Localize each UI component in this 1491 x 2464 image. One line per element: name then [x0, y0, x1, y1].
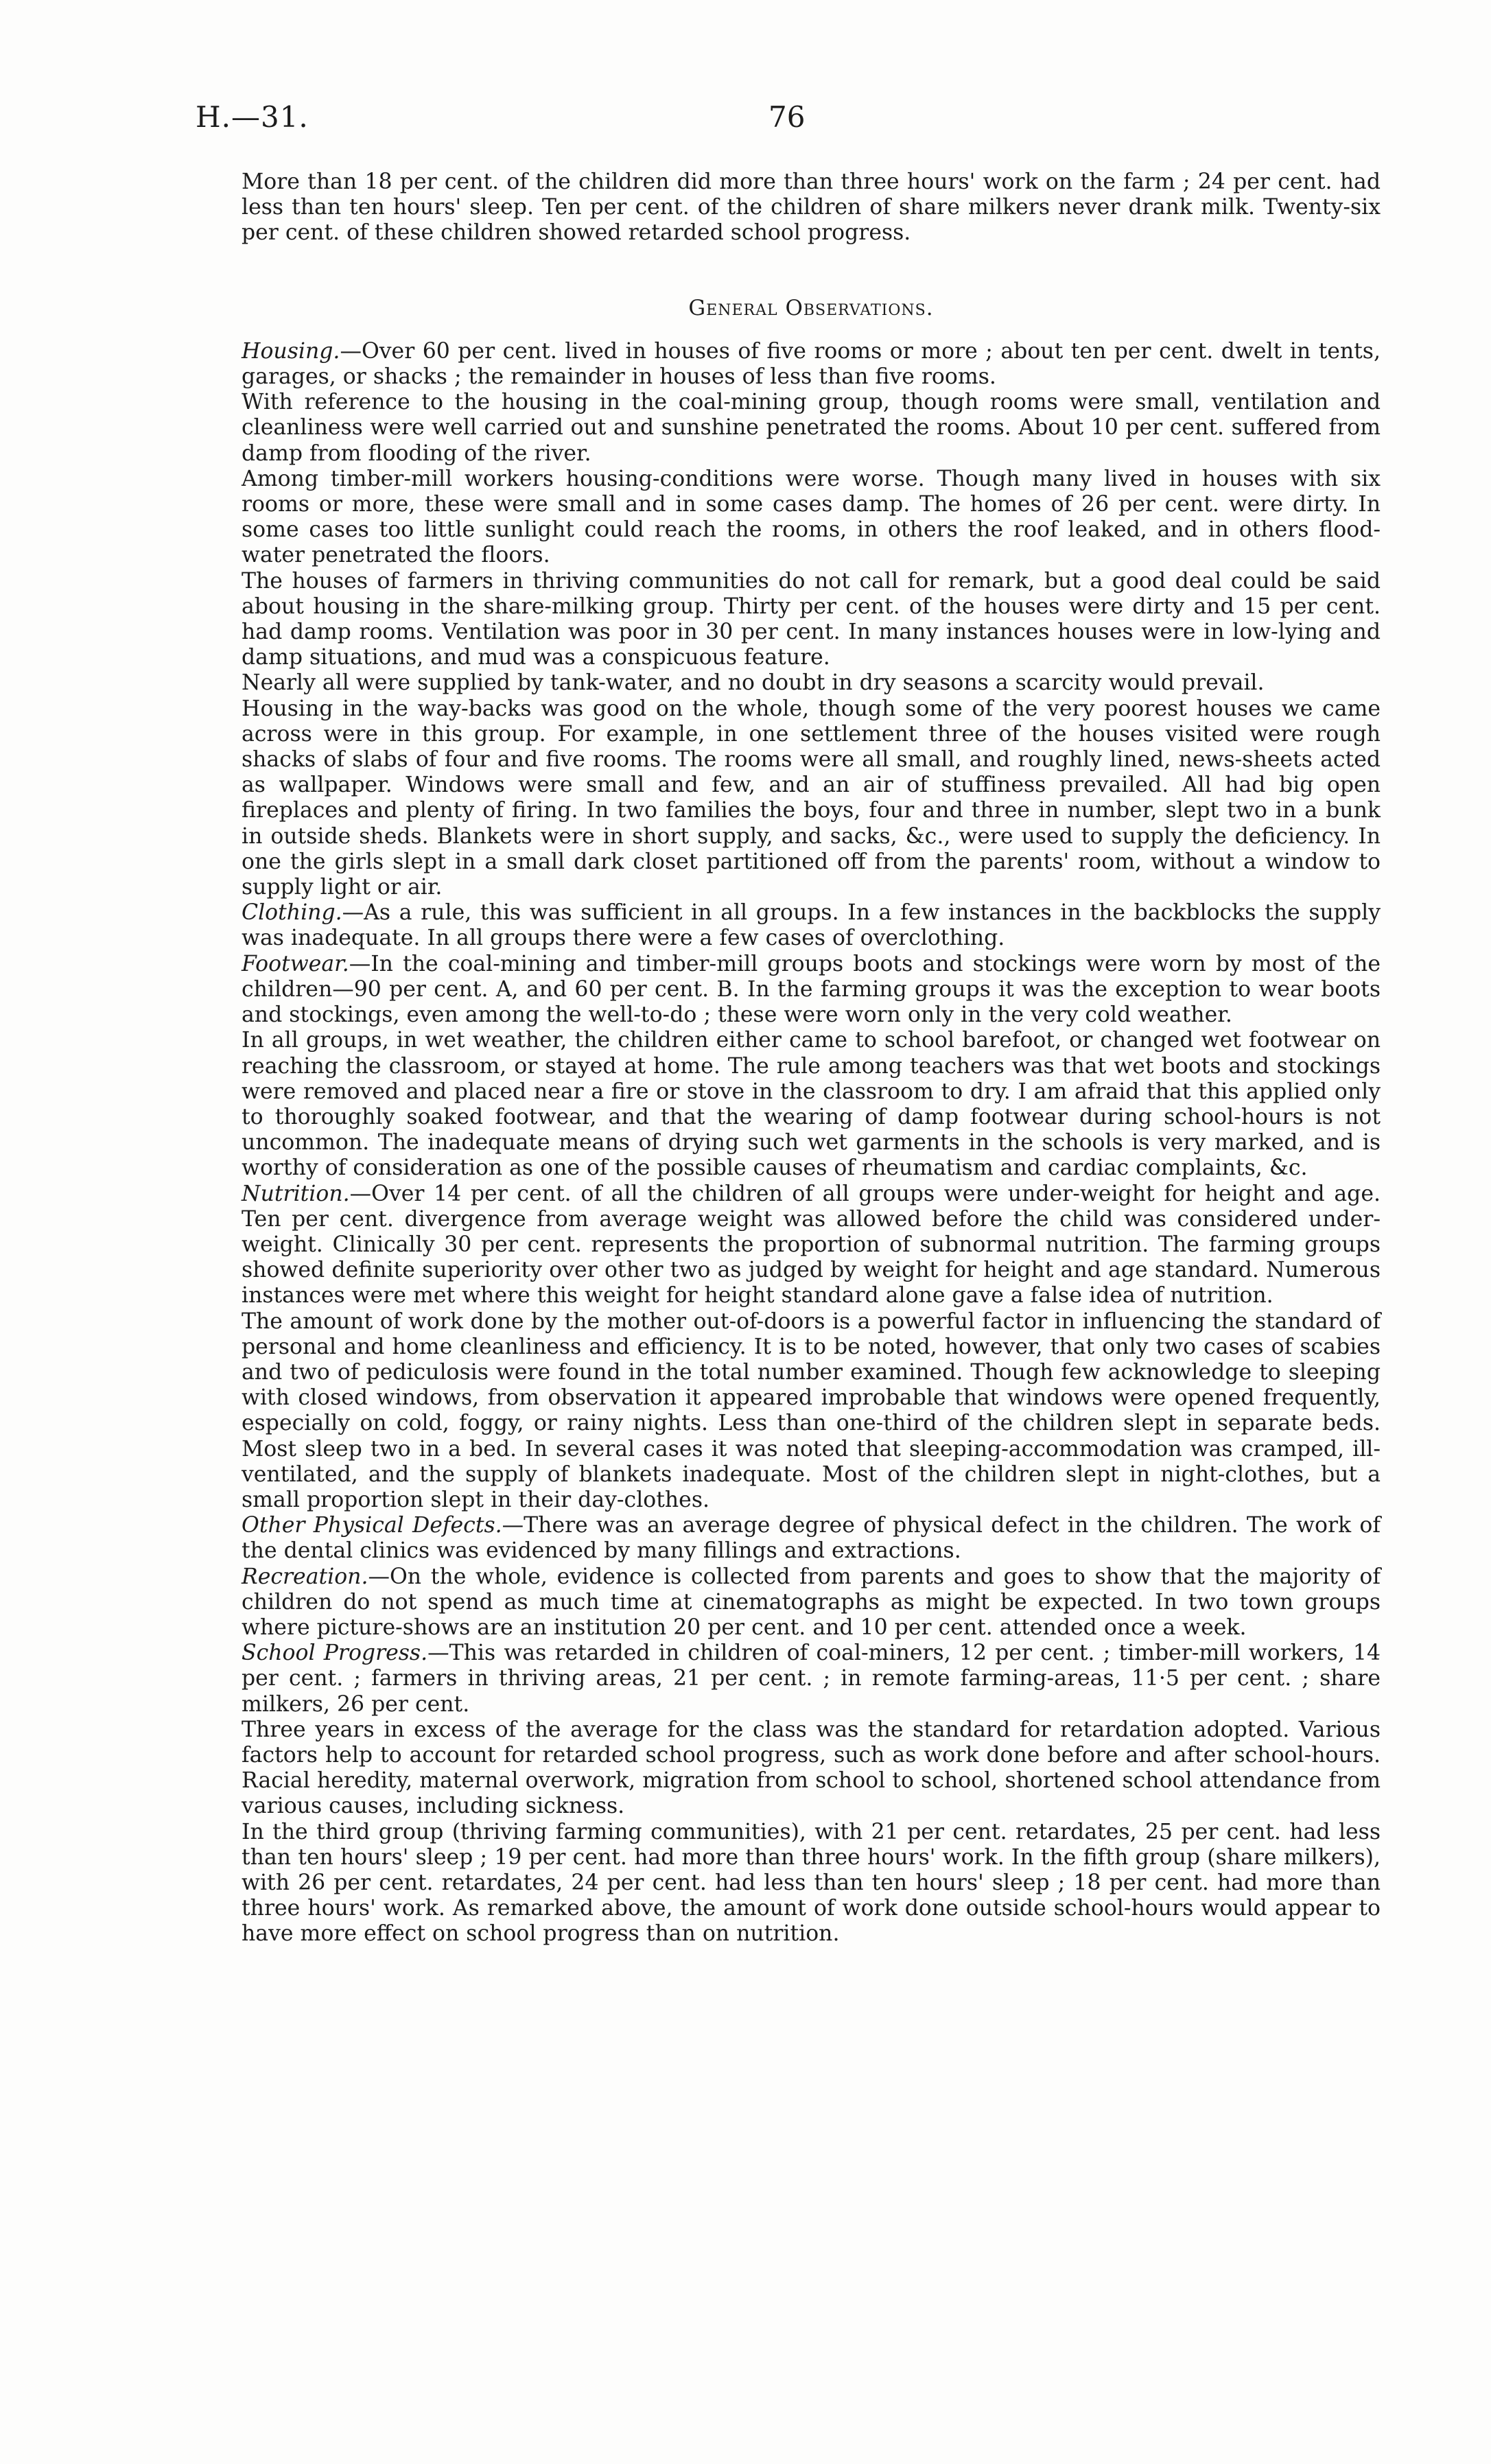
section-title: Recreation.: [242, 1564, 368, 1589]
paragraph-school-progress: [242, 1641, 1381, 1717]
paragraph: [242, 670, 1381, 696]
paragraph-text: —Over 60 per cent. lived in houses of five rooms or more ; about ten per cent. dwelt in tents, garages, or shacks ; the remainder in houses of less than five rooms.: [242, 338, 1381, 390]
paragraph: [242, 1820, 1381, 1947]
section-title: School Progress.: [242, 1641, 428, 1666]
paragraph-recreation: [242, 1564, 1381, 1641]
paragraph-text: —There was an average degree of physical defect in the children. The work of the dental clinics was evidenced by many fillings and extractions.: [242, 1513, 1381, 1564]
paragraph: [242, 1309, 1381, 1514]
intro-paragraph: More than 18 per cent. of the children did more than three hours' work on the farm ; 24 per cent. had less than ten hours' sleep. Ten per cent. of the children of share milkers never drank milk. Twenty-six per cent. of these children showed retarded school progress.: [242, 169, 1381, 246]
section-heading: General Observations.: [688, 295, 934, 320]
paragraph-text: Housing in the way-backs was good on the whole, though some of the very poorest houses we came across were in this group. For example, in one settlement three of the houses visited were rough shacks of slabs of four and five rooms. The rooms were all small, and roughly lined, news-sheets acted as wallpaper. Windows were small and few, and an air of stuffiness prevailed. All had big open fireplaces and plenty of firing. In two families the boys, four and three in number, slept two in a bunk in outside sheds. Blankets were in short supply, and sacks, &c., were used to supply the deficiency. In one the girls slept in a small dark closet partitioned off from the parents' room, without a window to supply light or air.: [242, 696, 1381, 900]
section-title: Nutrition.: [242, 1181, 350, 1206]
section-title: Footwear.: [242, 951, 349, 976]
page-number: 76: [768, 100, 806, 134]
paragraph-text: In the third group (thriving farming communities), with 21 per cent. retardates, 25 per cent. had less than ten hours' sleep ; 19 per cent. had more than three hours' work. In the fifth group (share milkers), with 26 per cent. retardates, 24 per cent. had less than ten hours' sleep ; 18 per cent. had more than three hours' work. As remarked above, the amount of work done outside school-hours would appear to have more effect on school progress than on nutrition.: [242, 1819, 1381, 1947]
paragraph-text: Nearly all were supplied by tank-water, and no doubt in dry seasons a scarcity would prevail.: [242, 670, 1265, 696]
paragraph-text: In all groups, in wet weather, the children either came to school barefoot, or changed wet footwear on reaching the classroom, or stayed at home. The rule among teachers was that wet boots and stockings were removed and placed near a fire or stove in the classroom to dry. I am afraid that this applied only to thoroughly soaked footwear, and that the wearing of damp footwear during school-hours is not uncommon. The inadequate means of drying such wet garments in the schools is very marked, and is worthy of consideration as one of the possible causes of rheumatism and cardiac complaints, &c.: [242, 1028, 1381, 1181]
paragraph-text: The amount of work done by the mother out-of-doors is a powerful factor in influencing the standard of personal and home cleanliness and efficiency. It is to be noted, however, that only two cases of scabies and two of pediculosis were found in the total number examined. Though few acknowledge to sleeping with closed windows, from observation it appeared improbable that windows were opened frequently, especially on cold, foggy, or rainy nights. Less than one-third of the children slept in separate beds. Most sleep two in a bed. In several cases it was noted that sleeping-accommodation was cramped, ill-ventilated, and the supply of blankets inadequate. Most of the children slept in night-clothes, but a small proportion slept in their day-clothes.: [242, 1309, 1381, 1512]
section-title: Housing.: [242, 338, 340, 364]
body-text: [242, 169, 1381, 1947]
document-reference: H.—31.: [196, 100, 309, 134]
paragraph: [242, 467, 1381, 569]
paragraph: [242, 1717, 1381, 1820]
paragraph: [242, 390, 1381, 467]
section-title: Other Physical Defects.: [242, 1513, 502, 1538]
paragraph-text: With reference to the housing in the coal-mining group, though rooms were small, ventilation and cleanliness were well carried out and sunshine penetrated the rooms. About 10 per cent. suffered from damp from flooding of the river.: [242, 390, 1381, 466]
paragraph: [242, 1028, 1381, 1181]
paragraph-text: Among timber-mill workers housing-conditions were worse. Though many lived in houses with six rooms or more, these were small and in some cases damp. The homes of 26 per cent. were dirty. In some cases too little sunlight could reach the rooms, in others the roof leaked, and in others flood-water penetrated the floors.: [242, 466, 1381, 568]
paragraph-text: Three years in excess of the average for the class was the standard for retardation adopted. Various factors help to account for retarded school progress, such as work done before and after school-hours. Racial heredity, maternal overwork, migration from school to school, shortened school attendance from various causes, including sickness.: [242, 1717, 1381, 1819]
paragraph-text: —Over 14 per cent. of all the children of all groups were under-weight for height and age. Ten per cent. divergence from average weight was allowed before the child was considered under-weight. Clinically 30 per cent. represents the proportion of subnormal nutrition. The farming groups showed definite superiority over other two as judged by weight for height and age standard. Numerous instances were met where this weight for height standard alone gave a false idea of nutrition.: [242, 1181, 1381, 1309]
paragraph-text: —As a rule, this was sufficient in all groups. In a few instances in the backblocks the supply was inadequate. In all groups there were a few cases of overclothing.: [242, 900, 1381, 951]
paragraph-other-physical-defects: [242, 1513, 1381, 1564]
section-title: Clothing.: [242, 900, 342, 926]
paragraph-text: The houses of farmers in thriving communities do not call for remark, but a good deal could be said about housing in the share-milking group. Thirty per cent. of the houses were dirty and 15 per cent. had damp rooms. Ventilation was poor in 30 per cent. In many instances houses were in low-lying and damp situations, and mud was a conspicuous feature.: [242, 568, 1381, 670]
paragraph-text: —In the coal-mining and timber-mill groups boots and stockings were worn by most of the children—90 per cent. A, and 60 per cent. B. In the farming groups it was the exception to wear boots and stockings, even among the well-to-do ; these were worn only in the very cold weather.: [242, 951, 1381, 1028]
paragraph-text: —This was retarded in children of coal-miners, 12 per cent. ; timber-mill workers, 14 per cent. ; farmers in thriving areas, 21 per cent. ; in remote farming-areas, 11·5 per cent. ; share milkers, 26 per cent.: [242, 1641, 1381, 1717]
paragraph-clothing: [242, 900, 1381, 951]
paragraph-text: —On the whole, evidence is collected from parents and goes to show that the majority of children do not spend as much time at cinematographs as might be expected. In two town groups where picture-shows are an institution 20 per cent. and 10 per cent. attended once a week.: [242, 1564, 1381, 1640]
paragraph: [242, 696, 1381, 901]
paragraph: [242, 569, 1381, 671]
paragraph-nutrition: [242, 1182, 1381, 1309]
paragraph-housing: [242, 339, 1381, 390]
paragraph-footwear: [242, 952, 1381, 1029]
